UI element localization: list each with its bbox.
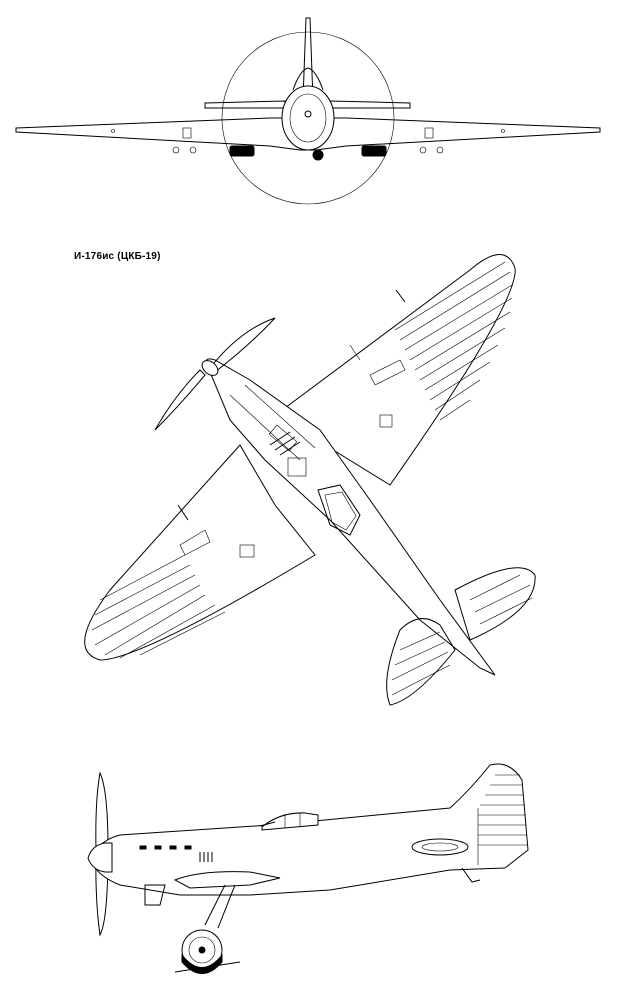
side-tail-wheel — [462, 868, 480, 882]
front-view — [16, 18, 600, 204]
front-right-wheel — [362, 146, 386, 156]
front-left-wheel — [230, 146, 254, 156]
top-left-wing — [85, 445, 315, 660]
top-right-stabilizer — [455, 568, 535, 640]
side-view — [88, 764, 528, 974]
side-spinner — [88, 843, 112, 872]
front-tail-wheel — [313, 150, 323, 160]
right-aileron-hatching — [395, 262, 512, 420]
top-fuselage — [206, 359, 495, 675]
top-view — [85, 254, 535, 705]
side-tailplane — [412, 839, 468, 855]
left-aileron-hatching — [92, 555, 225, 658]
side-fuselage — [90, 764, 528, 895]
aircraft-designation: И-176ис (ЦКБ-19) — [74, 251, 161, 262]
